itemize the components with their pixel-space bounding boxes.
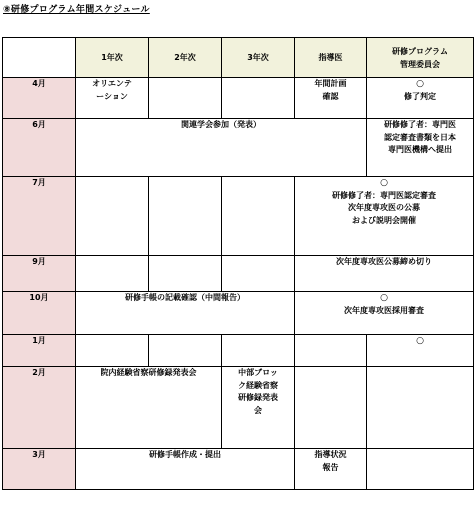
apr-supervisor-line1: 年間計画 bbox=[314, 79, 347, 88]
apr-committee-mark: ○ bbox=[416, 79, 424, 89]
sep-year3-cell bbox=[222, 256, 295, 292]
jan-supervisor-cell bbox=[295, 335, 367, 367]
apr-year1-line2: ーション bbox=[96, 91, 128, 101]
header-year1: 1年次 bbox=[76, 38, 149, 78]
jul-committee-cell bbox=[295, 177, 474, 256]
header-committee bbox=[367, 38, 474, 78]
month-cell-july: 7月 bbox=[3, 177, 76, 256]
apr-year3-cell bbox=[222, 78, 295, 119]
row-april bbox=[3, 78, 474, 119]
feb-year3-line4: 会 bbox=[254, 406, 262, 416]
jun-years-cell: 関連学会参加（発表） bbox=[76, 119, 367, 177]
month-cell-february: 2月 bbox=[3, 367, 76, 449]
header-year3: 3年次 bbox=[222, 38, 295, 78]
sep-committee-cell: 次年度専攻医公募締め切り bbox=[295, 256, 474, 292]
feb-year3-cell bbox=[222, 367, 295, 449]
row-july bbox=[3, 177, 474, 256]
row-january bbox=[3, 335, 474, 367]
row-october bbox=[3, 292, 474, 335]
oct-years-cell: 研修手帳の記載確認（中間報告） bbox=[76, 292, 295, 335]
header-supervisor: 指導医 bbox=[295, 38, 367, 78]
month-cell-october: 10月 bbox=[3, 292, 76, 335]
oct-committee-cell bbox=[295, 292, 474, 335]
row-february bbox=[3, 367, 474, 449]
header-row bbox=[3, 38, 474, 78]
jan-year2-cell bbox=[149, 335, 222, 367]
feb-year3-line1: 中部ブロッ bbox=[238, 368, 278, 377]
month-cell-june: 6月 bbox=[3, 119, 76, 177]
month-cell-april: 4月 bbox=[3, 78, 76, 119]
row-september bbox=[3, 256, 474, 292]
mar-supervisor-cell bbox=[295, 449, 367, 490]
apr-committee-cell bbox=[367, 78, 474, 119]
mar-committee-cell bbox=[367, 449, 474, 490]
jul-committee-mark: ○ bbox=[380, 178, 388, 188]
sep-year1-cell bbox=[76, 256, 149, 292]
jan-committee-cell bbox=[367, 335, 474, 367]
jul-committee-line2: 次年度専攻医の公募 bbox=[348, 203, 420, 213]
feb-year3-line2: ク経験省察 bbox=[238, 380, 278, 390]
jul-year1-cell bbox=[76, 177, 149, 256]
oct-committee-mark: ○ bbox=[380, 293, 388, 303]
apr-year2-cell bbox=[149, 78, 222, 119]
feb-year3-line3: 研修録発表 bbox=[238, 393, 278, 403]
jun-committee-cell bbox=[367, 119, 474, 177]
sep-year2-cell bbox=[149, 256, 222, 292]
oct-committee-text: 次年度専攻医採用審査 bbox=[344, 305, 424, 315]
apr-supervisor-cell bbox=[295, 78, 367, 119]
month-cell-january: 1月 bbox=[3, 335, 76, 367]
jul-year2-cell bbox=[149, 177, 222, 256]
apr-supervisor-line2: 確認 bbox=[322, 91, 339, 101]
feb-supervisor-cell bbox=[295, 367, 367, 449]
apr-year1-line1: オリエンテ bbox=[92, 79, 132, 88]
mar-years-cell: 研修手帳作成・提出 bbox=[76, 449, 295, 490]
apr-year1-cell bbox=[76, 78, 149, 119]
mar-supervisor-line1: 指導状況 bbox=[314, 450, 347, 459]
header-committee-line1: 研修プログラム bbox=[392, 46, 448, 56]
jul-year3-cell bbox=[222, 177, 295, 256]
jul-committee-line3: および説明会開催 bbox=[352, 216, 416, 226]
feb-committee-cell bbox=[367, 367, 474, 449]
header-corner bbox=[3, 38, 76, 78]
month-cell-september: 9月 bbox=[3, 256, 76, 292]
header-year2: 2年次 bbox=[149, 38, 222, 78]
jan-year1-cell bbox=[76, 335, 149, 367]
jun-committee-line1: 研修修了者：専門医 bbox=[384, 120, 456, 129]
row-june bbox=[3, 119, 474, 177]
month-cell-march: 3月 bbox=[3, 449, 76, 490]
schedule-table bbox=[2, 37, 474, 490]
page-title: ⑧研修プログラム年間スケジュール bbox=[3, 5, 150, 15]
jun-committee-line2: 認定審査書類を日本 bbox=[384, 132, 456, 142]
apr-committee-text: 修了判定 bbox=[404, 91, 436, 101]
header-committee-line2: 管理委員会 bbox=[400, 59, 440, 69]
jun-committee-line3: 専門医機構へ提出 bbox=[388, 145, 452, 155]
jan-year3-cell bbox=[222, 335, 295, 367]
feb-years12-cell: 院内経験省察研修録発表会 bbox=[76, 367, 222, 449]
mar-supervisor-line2: 報告 bbox=[322, 462, 339, 472]
jul-committee-line1: 研修修了者：専門医認定審査 bbox=[332, 190, 436, 200]
jan-committee-mark: ○ bbox=[416, 336, 424, 346]
row-march bbox=[3, 449, 474, 490]
